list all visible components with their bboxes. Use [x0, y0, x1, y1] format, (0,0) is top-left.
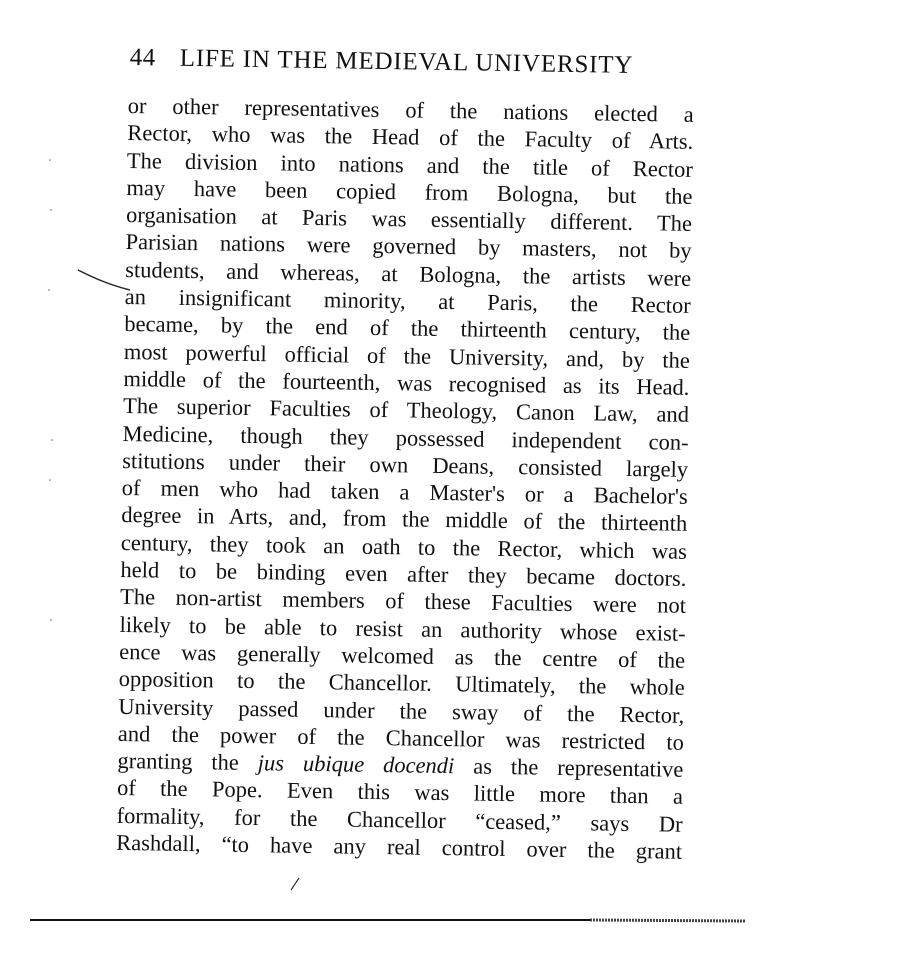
- text-line: The division into nations and the title of Rector: [126, 147, 694, 182]
- text-line: students, and whereas, at Bologna, the artists were: [125, 256, 692, 291]
- italic-phrase: jus ubique docendi: [257, 750, 455, 779]
- text-line: opposition to the Chancellor. Ultimately, the whole: [118, 666, 685, 701]
- text-line: or other representatives of the nations elected a: [127, 92, 694, 127]
- text-line: organisation at Paris was essentially different. The: [125, 202, 693, 237]
- text-line: stitutions under their own Deans, consisted largely: [122, 447, 689, 482]
- text-line: Medicine, though they possessed independent con-: [122, 420, 689, 455]
- text-line: ence was generally welcomed as the centre of the: [119, 638, 686, 673]
- body-text: [116, 92, 694, 865]
- text-run: granting the: [117, 748, 258, 776]
- text-line: held to be binding even after they became doctors.: [120, 556, 687, 591]
- text-line: of men who had taken a Master's or a Bachelor's: [121, 475, 688, 509]
- text-line: most powerful official of the University, and, by the: [123, 338, 691, 373]
- text-line: became, by the end of the thirteenth century, the: [124, 311, 691, 346]
- text-line: Rashdall, “to have any real control over the grant: [116, 829, 683, 864]
- text-line: an insignificant minority, at Paris, the Rector: [124, 284, 691, 318]
- page-bottom-edge: [30, 918, 750, 924]
- text-line: University passed under the sway of the Rector,: [118, 693, 685, 728]
- text-line: The superior Faculties of Theology, Canon Law, and: [122, 393, 690, 428]
- text-line: formality, for the Chancellor “ceased,” says Dr: [116, 802, 683, 837]
- text-line: degree in Arts, and, from the middle of the thirteenth: [121, 502, 688, 537]
- running-title: LIFE IN THE MEDIEVAL UNIVERSITY: [179, 44, 634, 79]
- text-line: likely to be able to resist an authority whose exist-: [119, 611, 686, 646]
- text-line: middle of the fourteenth, was recognised as its Head.: [123, 365, 690, 400]
- text-line: may have been copied from Bologna, but the: [126, 174, 693, 209]
- text-line: The non-artist members of these Faculties were not: [119, 584, 687, 619]
- margin-speckles: [46, 150, 56, 650]
- text-line: and the power of the Chancellor was restricted to: [117, 720, 685, 755]
- text-line: Parisian nations were governed by masters, not by: [125, 229, 692, 264]
- text-run: as the representative: [454, 753, 684, 782]
- page-number: 44: [129, 44, 156, 72]
- margin-pencil-mark: [76, 266, 132, 292]
- page-header: [129, 44, 690, 93]
- text-line: century, they took an oath to the Rector, which was: [120, 529, 688, 564]
- text-line: of the Pope. Even this was little more than a: [116, 775, 684, 810]
- text-line: Rector, who was the Head of the Faculty of Arts.: [127, 120, 694, 155]
- stray-pencil-mark: [288, 876, 302, 892]
